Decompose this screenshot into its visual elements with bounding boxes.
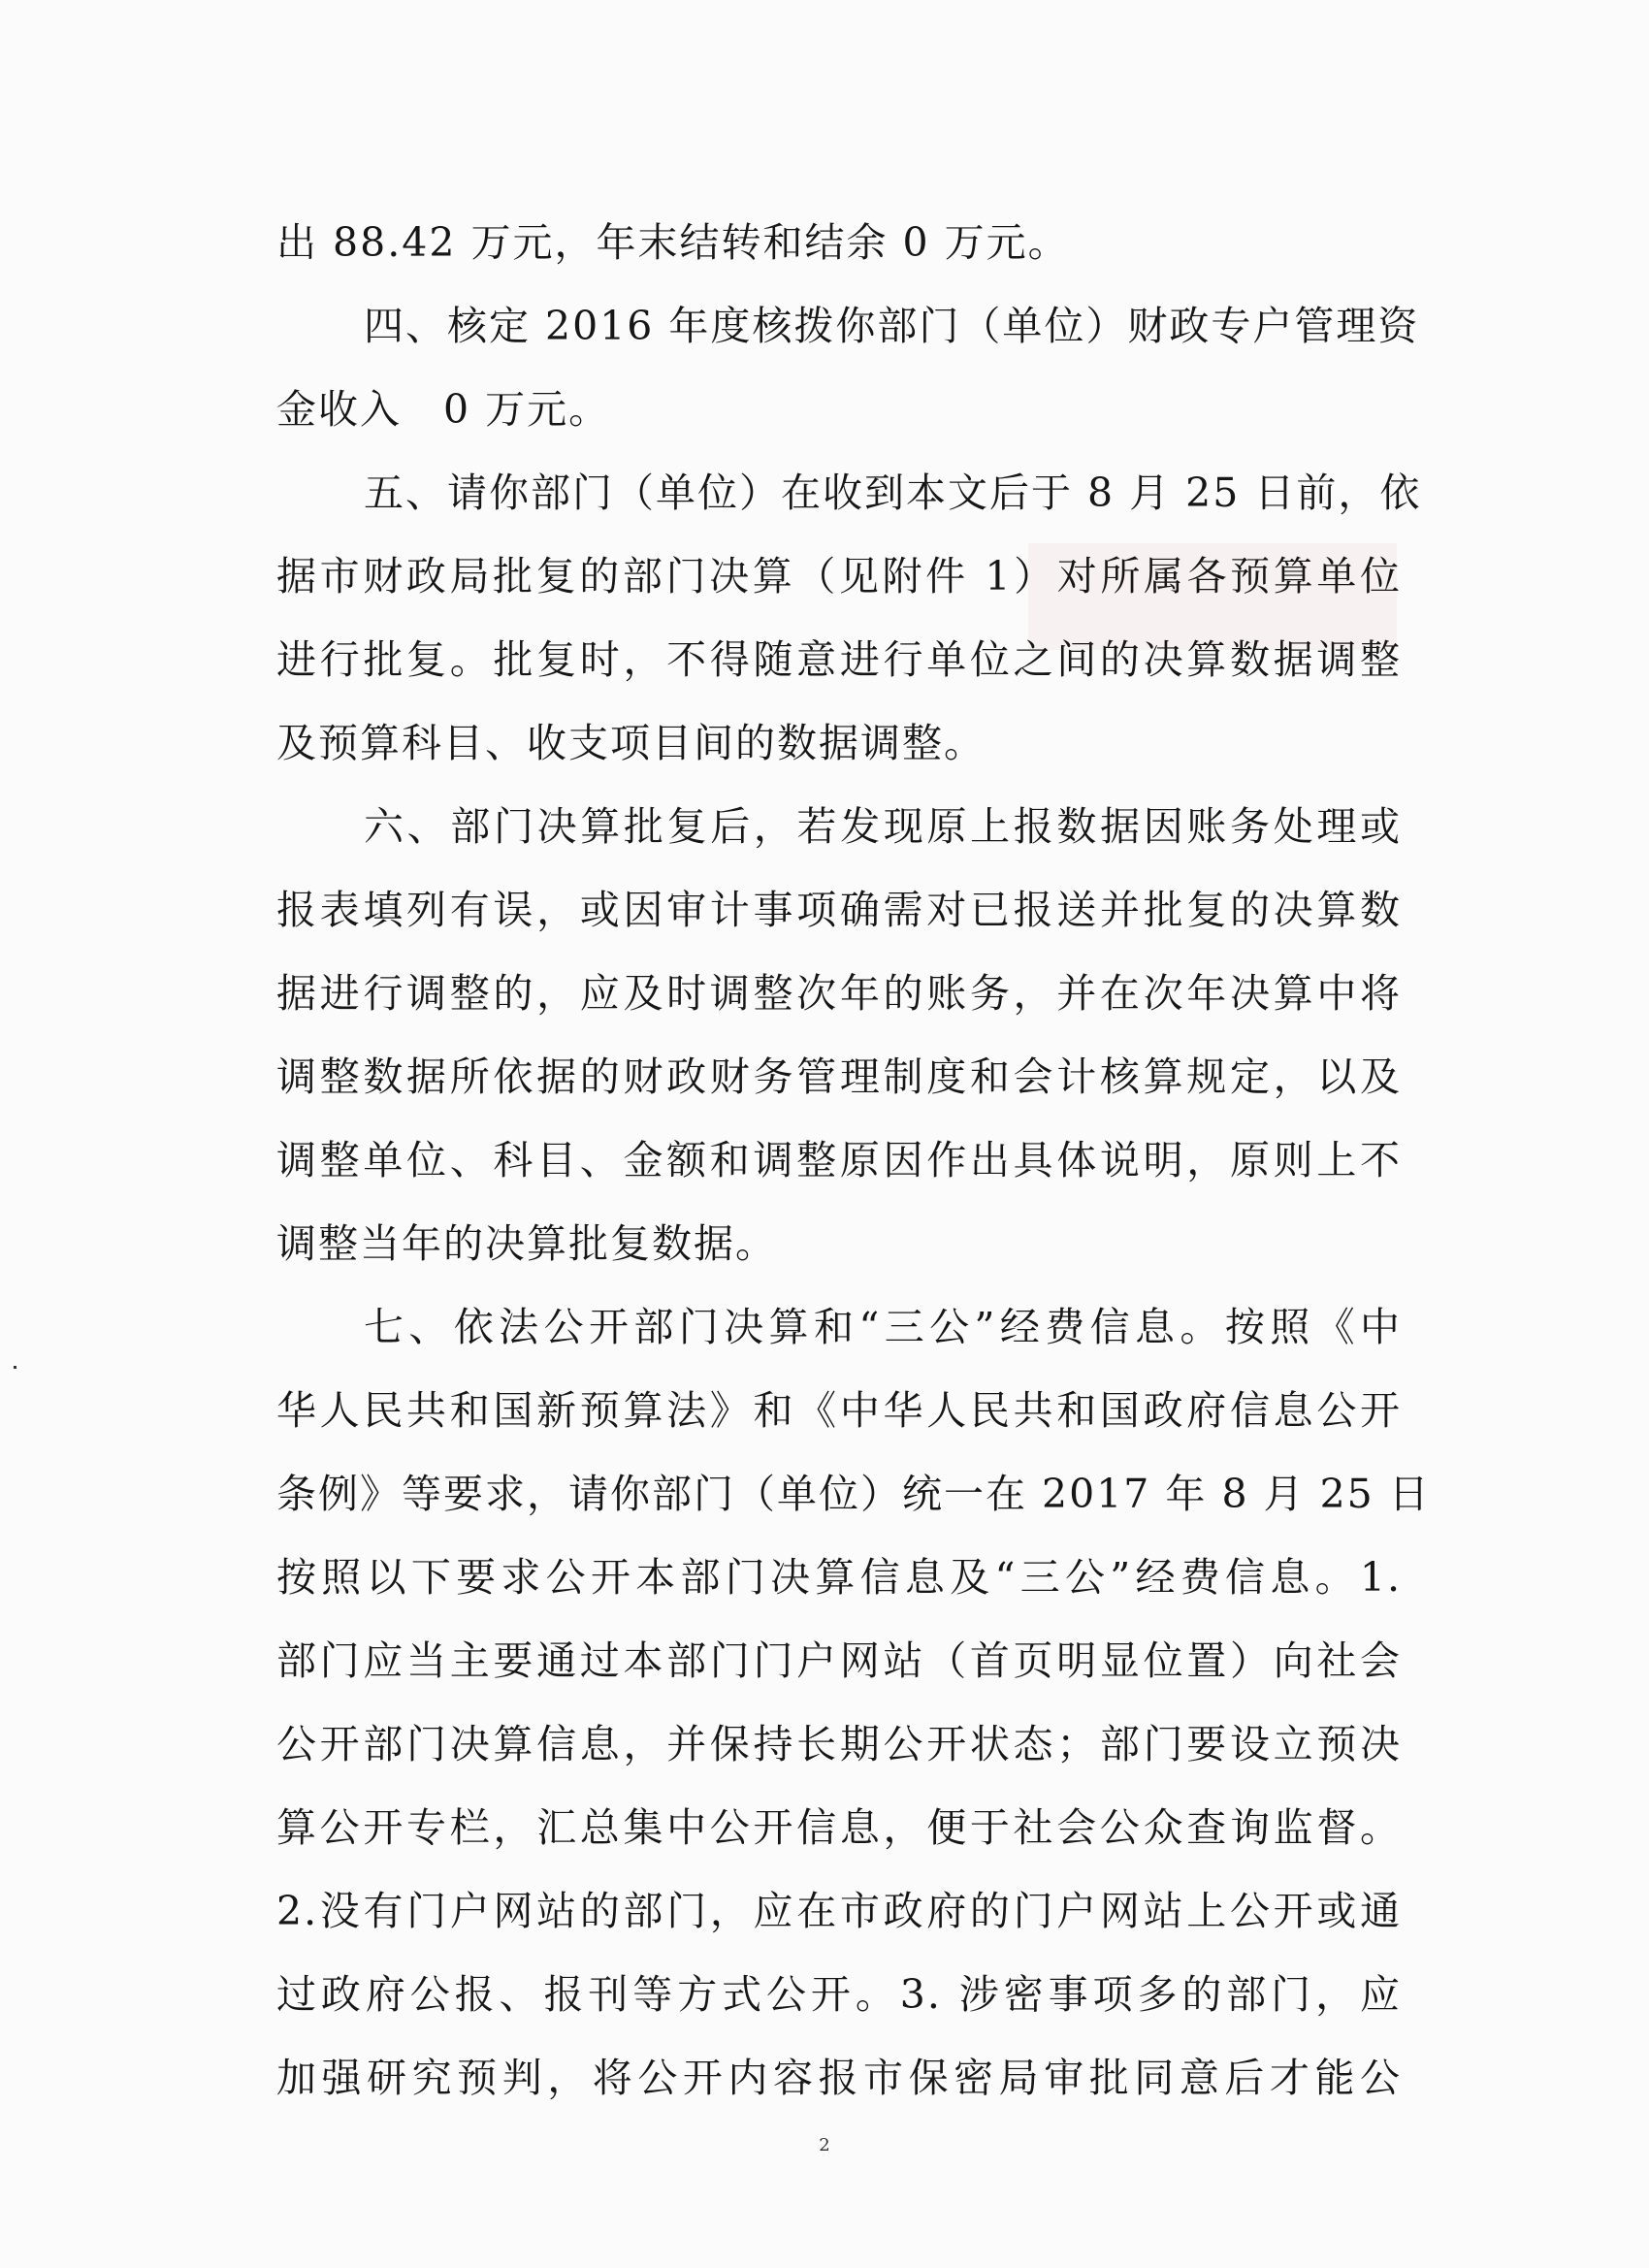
text-line: 2.没有门户网站的部门，应在市政府的门户网站上公开或通 (276, 1888, 1402, 1934)
text-line: 条例》等要求，请你部门（单位）统一在 2017 年 8 月 25 日 (276, 1471, 1431, 1517)
text-line: 调整当年的决算批复数据。 (276, 1220, 777, 1267)
text-line: 算公开专栏，汇总集中公开信息，便于社会公众查询监督。 (276, 1804, 1402, 1851)
text-line: 七、依法公开部门决算和“三公”经费信息。按照《中 (364, 1304, 1402, 1350)
text-line: 进行批复。批复时，不得随意进行单位之间的决算数据调整 (276, 636, 1402, 683)
scan-speck (14, 1366, 16, 1369)
text-line: 据进行调整的，应及时调整次年的账务，并在次年决算中将 (276, 970, 1402, 1017)
text-line: 部门应当主要通过本部门门户网站（首页明显位置）向社会 (276, 1637, 1402, 1684)
text-line: 报表填列有误，或因审计事项确需对已报送并批复的决算数 (276, 887, 1402, 933)
text-line: 金收入 0 万元。 (276, 386, 611, 433)
text-line: 调整数据所依据的财政财务管理制度和会计核算规定，以及 (276, 1053, 1402, 1100)
text-line: 六、部门决算批复后，若发现原上报数据因账务处理或 (364, 803, 1402, 850)
text-line: 四、核定 2016 年度核拨你部门（单位）财政专户管理资 (364, 303, 1420, 349)
text-line: 出 88.42 万元，年末结转和结余 0 万元。 (276, 219, 1070, 266)
text-line: 调整单位、科目、金额和调整原因作出具体说明，原则上不 (276, 1137, 1402, 1183)
text-line: 及预算科目、收支项目间的数据调整。 (276, 720, 986, 766)
text-line: 按照以下要求公开本部门决算信息及“三公”经费信息。1. (276, 1554, 1402, 1601)
text-line: 加强研究预判，将公开内容报市保密局审批同意后才能公 (276, 2055, 1402, 2101)
text-line: 公开部门决算信息，并保持长期公开状态；部门要设立预决 (276, 1721, 1402, 1767)
page-number: 2 (819, 2135, 830, 2155)
text-line: 据市财政局批复的部门决算（见附件 1）对所属各预算单位 (276, 553, 1402, 599)
text-line: 过政府公报、报刊等方式公开。3. 涉密事项多的部门，应 (276, 1971, 1402, 2018)
text-line: 华人民共和国新预算法》和《中华人民共和国政府信息公开 (276, 1387, 1402, 1434)
text-line: 五、请你部门（单位）在收到本文后于 8 月 25 日前，依 (364, 470, 1422, 516)
